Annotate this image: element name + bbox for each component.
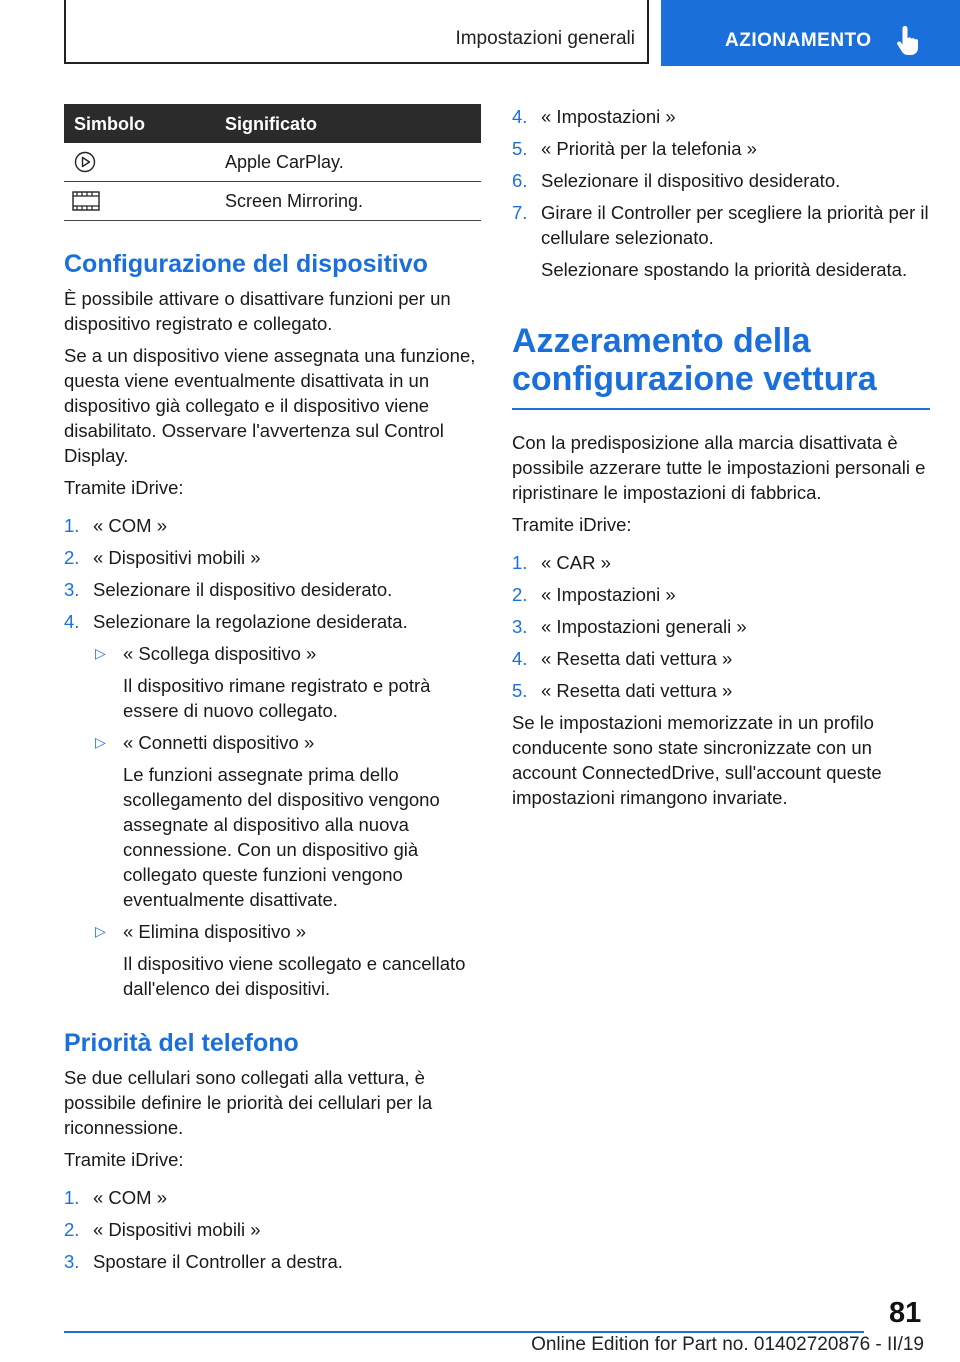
paragraph: Se le impostazioni memorizzate in un profilo conducente sono state sincronizzate con un account ConnectedDrive, sull'account queste impostazioni rimangono invariate. <box>512 712 882 808</box>
option-label: « Scollega dispositivo » <box>123 643 317 664</box>
hand-pointer-icon <box>894 24 924 56</box>
step-number: 6. <box>512 170 528 191</box>
step-list <box>512 550 930 703</box>
section-vehicle-reset <box>512 322 930 810</box>
list-item <box>64 513 479 538</box>
step-text: Selezionare il dispositivo desiderato. <box>541 170 841 191</box>
step-number: 1. <box>64 1187 80 1208</box>
option-description: Le funzioni assegnate prima dello scollegamento del dispositivo vengono assegnate al dispositivo alla nuova connessione. Con un dispositivo già collegato queste funzioni vengono eventualmente disattivate. <box>123 764 440 910</box>
column-header-symbol: Simbolo <box>74 114 145 134</box>
list-item <box>512 646 930 671</box>
table-row <box>64 143 481 182</box>
step-text: « Impostazioni generali » <box>541 616 747 637</box>
step-text: Selezionare il dispositivo desiderato. <box>93 579 393 600</box>
table-row <box>64 182 481 221</box>
list-item <box>512 104 930 129</box>
step-text: « COM » <box>93 515 168 536</box>
list-item <box>512 168 930 193</box>
option-description: Il dispositivo rimane registrato e potrà essere di nuovo collegato. <box>123 675 431 721</box>
step-number: 2. <box>512 584 528 605</box>
option-label: « Elimina dispositivo » <box>123 921 307 942</box>
chapter-tab-label: AZIONAMENTO <box>725 30 872 51</box>
continued-step-list <box>512 104 930 282</box>
step-note: Selezionare spostando la priorità desiderata. <box>541 259 908 280</box>
page-number: 81 <box>889 1297 922 1329</box>
section-title: Impostazioni generali <box>455 28 635 49</box>
triangle-bullet-icon: ▷ <box>95 645 106 661</box>
triangle-bullet-icon: ▷ <box>95 923 106 939</box>
list-item <box>512 136 930 161</box>
list-item <box>64 609 479 634</box>
carplay-play-icon <box>74 151 96 173</box>
list-item <box>64 577 479 602</box>
option-item <box>93 641 479 723</box>
paragraph: Tramite iDrive: <box>512 514 632 535</box>
table-header <box>64 104 481 143</box>
paragraph: Se due cellulari sono collegati alla vettura, è possibile definire le priorità dei cellulari per la riconnessione. <box>64 1067 433 1138</box>
step-number: 3. <box>512 616 528 637</box>
step-list <box>512 104 930 282</box>
step-list <box>64 1185 479 1274</box>
step-text: « CAR » <box>541 552 611 573</box>
step-text: « Resetta dati vettura » <box>541 648 733 669</box>
step-text: Spostare il Controller a destra. <box>93 1251 343 1272</box>
header-section-box <box>64 0 649 64</box>
step-text: « Impostazioni » <box>541 584 676 605</box>
table-cell-meaning: Apple CarPlay. <box>225 152 344 172</box>
step-number: 3. <box>64 579 80 600</box>
paragraph: Con la predisposizione alla marcia disattivata è possibile azzerare tutte le impostazioni personali e ripristinare le impostazioni di fabbrica. <box>512 432 926 503</box>
section-phone-priority <box>64 1027 479 1274</box>
section-heading: Configurazione del dispositivo <box>64 250 428 278</box>
step-number: 2. <box>64 1219 80 1240</box>
list-item <box>512 582 930 607</box>
section-heading: Priorità del telefono <box>64 1029 299 1057</box>
screen-mirroring-icon <box>72 190 100 212</box>
chapter-tab <box>661 0 960 66</box>
step-number: 7. <box>512 202 528 223</box>
list-item <box>64 1217 479 1242</box>
step-text: « COM » <box>93 1187 168 1208</box>
paragraph: Tramite iDrive: <box>64 477 184 498</box>
option-item <box>93 730 479 912</box>
option-description: Il dispositivo viene scollegato e cancellato dall'elenco dei dispositivi. <box>123 953 466 999</box>
step-text: Selezionare la regolazione desiderata. <box>93 611 408 632</box>
list-item <box>512 200 930 282</box>
list-item <box>512 614 930 639</box>
step-text: « Resetta dati vettura » <box>541 680 733 701</box>
section-device-configuration <box>64 248 479 1001</box>
step-number: 2. <box>64 547 80 568</box>
step-number: 5. <box>512 138 528 159</box>
step-text: « Dispositivi mobili » <box>93 1219 261 1240</box>
edition-note: Online Edition for Part no. 01402720876 - II/19 <box>531 1334 924 1355</box>
step-text: « Dispositivi mobili » <box>93 547 261 568</box>
list-item <box>64 545 479 570</box>
option-list <box>64 641 479 1001</box>
step-text: « Impostazioni » <box>541 106 676 127</box>
step-number: 1. <box>64 515 80 536</box>
column-header-meaning: Significato <box>225 114 318 134</box>
step-number: 4. <box>512 648 528 669</box>
paragraph: È possibile attivare o disattivare funzioni per un dispositivo registrato e collegato. <box>64 288 451 334</box>
symbol-table <box>64 104 481 221</box>
paragraph: Tramite iDrive: <box>64 1149 184 1170</box>
paragraph: Se a un dispositivo viene assegnata una funzione, questa viene eventualmente disattivata in un dispositivo già collegato e il dispositivo viene disabilitato. Osservare l'avvertenza sul Control Display. <box>64 345 476 466</box>
step-list <box>64 513 479 634</box>
step-number: 4. <box>64 611 80 632</box>
step-number: 5. <box>512 680 528 701</box>
list-item <box>512 550 930 575</box>
step-text: « Priorità per la telefonia » <box>541 138 757 159</box>
list-item <box>64 1185 479 1210</box>
footer-rule <box>64 1331 864 1333</box>
step-text: Girare il Controller per scegliere la priorità per il cellulare selezionato. <box>541 202 929 248</box>
list-item <box>64 1249 479 1274</box>
list-item <box>512 678 930 703</box>
step-number: 3. <box>64 1251 80 1272</box>
section-heading-wrap <box>512 322 930 410</box>
option-label: « Connetti dispositivo » <box>123 732 315 753</box>
table-cell-meaning: Screen Mirroring. <box>225 191 364 211</box>
section-heading: Azzeramento della configurazione vettura <box>512 322 877 398</box>
option-item <box>93 919 479 1001</box>
step-number: 1. <box>512 552 528 573</box>
triangle-bullet-icon: ▷ <box>95 734 106 750</box>
step-number: 4. <box>512 106 528 127</box>
